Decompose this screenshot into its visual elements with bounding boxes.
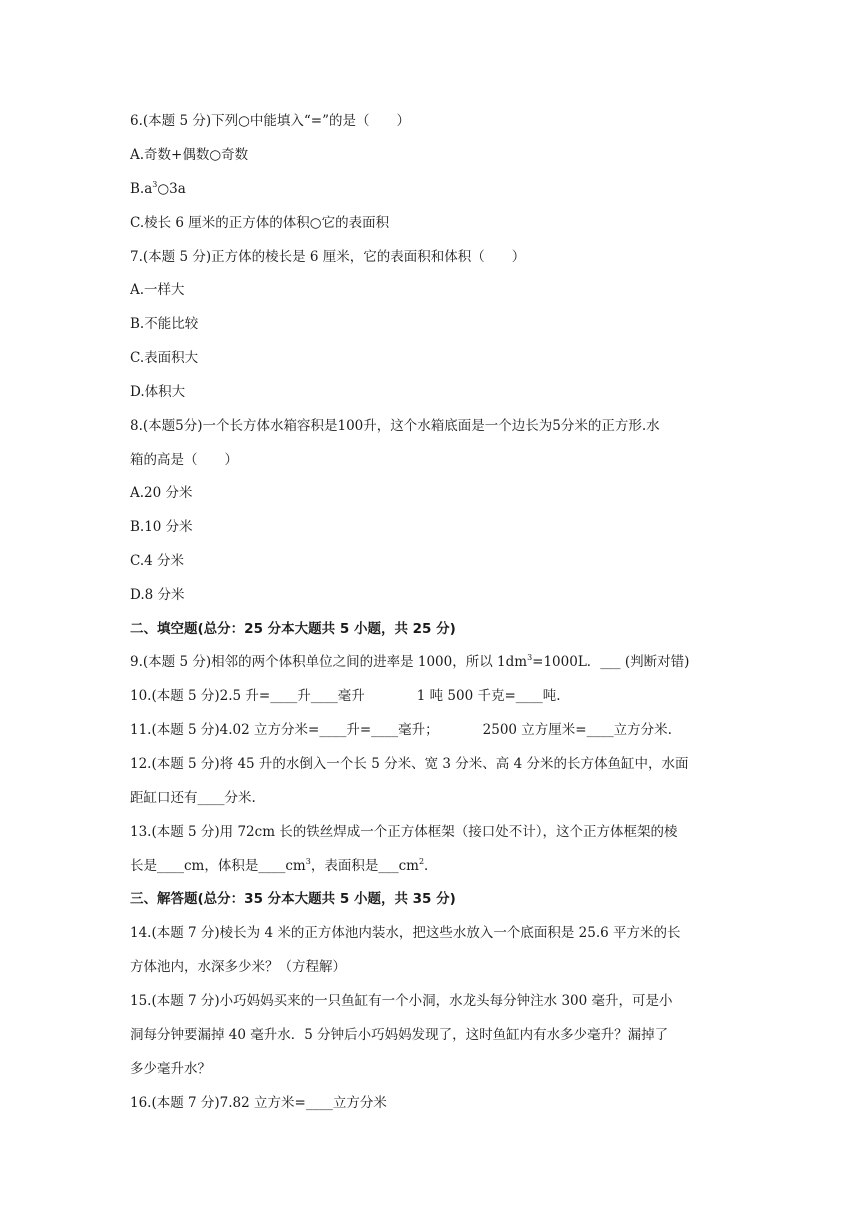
section-answer-heading: 三、解答题(总分：35 分本大题共 5 小题，共 35 分) [130,891,456,907]
q7-stem: 7.(本题 5 分)正方体的棱长是 6 厘米，它的表面积和体积（ ） [130,249,526,265]
q12-line2: 距缸口还有____分米. [130,790,256,806]
q7-option-a: A.一样大 [130,282,185,298]
q14-line1: 14.(本题 7 分)棱长为 4 米的正方体池内装水，把这些水放入一个底面积是 25.6 平方米的长 [130,925,681,941]
q8-option-a: A.20 分米 [130,485,193,501]
section-fill-in-heading: 二、填空题(总分：25 分本大题共 5 小题，共 25 分) [130,621,456,637]
q8-stem-line2: 箱的高是（ ） [130,452,238,468]
q8-option-b: B.10 分米 [130,519,193,535]
q15-line2: 洞每分钟要漏掉 40 毫升水．5 分钟后小巧妈妈发现了，这时鱼缸内有水多少毫升？漏掉了 [130,1027,669,1043]
q10-line: 10.(本题 5 分)2.5 升=____升____毫升 1 吨 500 千克=____吨. [130,688,561,704]
q6-option-a: A.奇数+偶数○奇数 [130,147,249,163]
q9-line: 9.(本题 5 分)相邻的两个体积单位之间的进率是 1000，所以 $1dm^3=1000L$．___ (判断对错) [130,653,690,670]
q13-line2: 长是____cm，体积是$\_\_\_\_cm^3$，表面积是$\_\_\_cm^2$． [130,857,438,874]
q12-line1: 12.(本题 5 分)将 45 升的水倒入一个长 5 分米、宽 3 分米、高 4 分米的长方体鱼缸中，水面 [130,756,689,772]
q15-line1: 15.(本题 7 分)小巧妈妈买来的一只鱼缸有一个小洞，水龙头每分钟注水 300 毫升，可是小 [130,993,673,1009]
q13-line1: 13.(本题 5 分)用 72cm 长的铁丝焊成一个正方体框架（接口处不计），这个正方体框架的棱 [130,824,678,840]
q8-option-d: D.8 分米 [130,587,185,603]
q16-line1: 16.(本题 7 分)7.82 立方米=____立方分米 [130,1095,387,1111]
q8-option-c: C.4 分米 [130,553,185,569]
q14-line2: 方体池内，水深多少米？（方程解） [130,959,346,975]
q7-option-d: D.体积大 [130,384,186,400]
q15-line3: 多少毫升水？ [130,1061,211,1077]
q8-stem-line1: 8.(本题5分)一个长方体水箱容积是100升，这个水箱底面是一个边长为5分米的正方形.水 [130,418,660,434]
q6-stem: 6.(本题 5 分)下列○中能填入“=”的是（ ） [130,113,410,129]
q7-option-c: C.表面积大 [130,350,199,366]
q11-line: 11.(本题 5 分)4.02 立方分米=____升=____毫升； 2500 立方厘米=____立方分米. [130,722,672,738]
q6-option-c: C.棱长 6 厘米的正方体的体积○它的表面积 [130,215,390,231]
q6-option-b: $B.a^3○3a$ [130,180,186,197]
q7-option-b: B.不能比较 [130,316,199,332]
